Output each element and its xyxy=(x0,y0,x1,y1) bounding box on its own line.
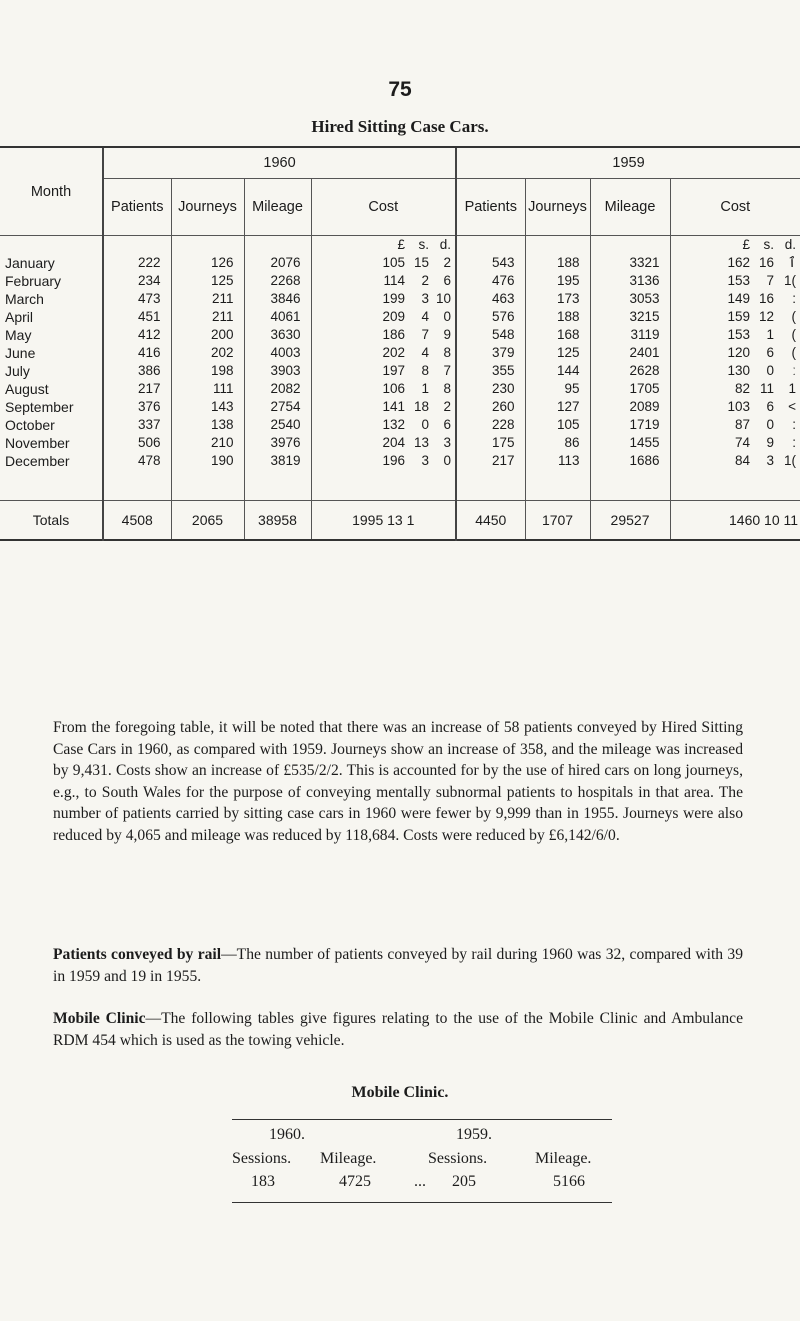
cost-1960-cell xyxy=(311,434,456,452)
cost-1960-cell xyxy=(311,362,456,380)
journeys-1959-cell: 86 xyxy=(525,434,590,452)
table-row xyxy=(0,326,800,344)
patients-1960-cell: 222 xyxy=(103,254,171,272)
journeys-1960-cell: 202 xyxy=(171,344,244,362)
cost-shillings: 1 xyxy=(421,381,430,396)
cost-pence: 6 xyxy=(443,417,452,432)
clinic-mileage-label-1959: Mileage. xyxy=(535,1150,592,1167)
journeys-1960-cell: 200 xyxy=(171,326,244,344)
cost-1960-cell xyxy=(311,308,456,326)
month-header: Month xyxy=(0,147,103,236)
patients-1959-cell: 463 xyxy=(456,290,525,308)
journeys-1959-cell: 125 xyxy=(525,344,590,362)
table-body xyxy=(0,236,800,471)
clinic-year-1960: 1960. xyxy=(269,1126,305,1143)
clinic-sessions-1959: 205 xyxy=(452,1173,476,1190)
journeys-1960-cell: 211 xyxy=(171,308,244,326)
cost-pounds: 202 xyxy=(382,345,406,360)
cost-pounds: 196 xyxy=(382,453,406,468)
cost-shillings: 7 xyxy=(421,327,430,342)
patients-1960-cell: 376 xyxy=(103,398,171,416)
month-cell: February xyxy=(5,273,62,289)
spacer-row xyxy=(0,470,800,500)
patients-1960-cell: 506 xyxy=(103,434,171,452)
cost-pence: 0 xyxy=(443,453,452,468)
month-cell: March xyxy=(5,291,44,307)
cost-shillings: 6 xyxy=(766,399,775,414)
cost-pence: ( xyxy=(791,309,797,324)
col-patients-1959: Patients xyxy=(456,179,525,236)
cost-1959-cell xyxy=(670,308,800,326)
journeys-1959-cell: 113 xyxy=(525,452,590,470)
cost-pence: 0 xyxy=(443,309,452,324)
patients-1959-cell: 476 xyxy=(456,272,525,290)
month-cell: November xyxy=(5,435,70,451)
cost-pence: 1( xyxy=(784,273,797,288)
totals-cost-1959: 1460 10 11 xyxy=(670,500,800,540)
cost-1959-cell xyxy=(670,272,800,290)
mobile-clinic-title: Mobile Clinic. xyxy=(351,1084,449,1101)
cost-pence: : xyxy=(792,417,797,432)
cost-1960-cell xyxy=(311,254,456,272)
cost-pence: ٱ xyxy=(788,255,797,270)
cost-pence: : xyxy=(792,435,797,450)
table-row xyxy=(0,416,800,434)
cost-units-1959: £ s. d. xyxy=(670,236,800,255)
mileage-1959-cell: 3053 xyxy=(590,290,670,308)
journeys-1960-cell: 210 xyxy=(171,434,244,452)
cost-1960-cell xyxy=(311,290,456,308)
cost-pounds: 209 xyxy=(382,309,406,324)
mileage-1959-cell: 3321 xyxy=(590,254,670,272)
cost-pence: 6 xyxy=(443,273,452,288)
mileage-1960-cell: 3846 xyxy=(244,290,311,308)
cost-1959-cell xyxy=(670,326,800,344)
totals-row xyxy=(0,500,800,540)
cost-pounds: 162 xyxy=(727,255,751,270)
mileage-1959-cell: 2628 xyxy=(590,362,670,380)
cost-shillings: 9 xyxy=(766,435,775,450)
cost-pounds: 84 xyxy=(735,453,751,468)
clinic-sessions-label-1959: Sessions. xyxy=(428,1150,488,1167)
cost-1959-cell xyxy=(670,416,800,434)
journeys-1959-cell: 105 xyxy=(525,416,590,434)
cost-shillings: 3 xyxy=(421,453,430,468)
cost-shillings: 0 xyxy=(421,417,430,432)
table-row xyxy=(0,362,800,380)
cost-pounds: 197 xyxy=(382,363,406,378)
cost-pence: 7 xyxy=(443,363,452,378)
cost-1960-cell xyxy=(311,398,456,416)
table-row xyxy=(0,434,800,452)
mileage-1959-cell: 3136 xyxy=(590,272,670,290)
mileage-1959-cell: 1719 xyxy=(590,416,670,434)
cost-shillings: 18 xyxy=(413,399,430,414)
cost-shillings: 1 xyxy=(766,327,775,342)
patients-1959-cell: 379 xyxy=(456,344,525,362)
cost-pounds: 130 xyxy=(727,363,751,378)
mileage-1959-cell: 2089 xyxy=(590,398,670,416)
mileage-1959-cell: 1455 xyxy=(590,434,670,452)
col-journeys-1960: Journeys xyxy=(171,179,244,236)
journeys-1960-cell: 198 xyxy=(171,362,244,380)
cost-shillings: 16 xyxy=(759,255,775,270)
cost-shillings: 6 xyxy=(766,345,775,360)
cost-shillings: 12 xyxy=(759,309,775,324)
mileage-1960-cell: 3976 xyxy=(244,434,311,452)
table-row xyxy=(0,308,800,326)
cost-pounds: 87 xyxy=(735,417,751,432)
month-cell: October xyxy=(5,417,55,433)
journeys-1960-cell: 190 xyxy=(171,452,244,470)
cost-shillings: 3 xyxy=(421,291,430,306)
patients-1960-cell: 386 xyxy=(103,362,171,380)
col-cost-1959: Cost xyxy=(670,179,800,236)
mobile-clinic-text: —The following tables give figures relating to the use of the Mobile Clinic and Ambulance RDM 454 which is used as the towing vehicle. xyxy=(53,1010,743,1049)
patients-1959-cell: 217 xyxy=(456,452,525,470)
cost-pounds: 132 xyxy=(382,417,406,432)
patients-1960-cell: 473 xyxy=(103,290,171,308)
totals-mileage-1959: 29527 xyxy=(590,500,670,540)
month-cell: January xyxy=(5,255,55,271)
cost-pounds: 103 xyxy=(727,399,751,414)
cost-pounds: 153 xyxy=(727,327,751,342)
mileage-1960-cell: 4003 xyxy=(244,344,311,362)
col-mileage-1959: Mileage xyxy=(590,179,670,236)
patients-1959-cell: 175 xyxy=(456,434,525,452)
cost-pence: 1 xyxy=(788,381,797,396)
cost-1959-cell xyxy=(670,290,800,308)
journeys-1960-cell: 138 xyxy=(171,416,244,434)
cost-pounds: 114 xyxy=(383,273,406,288)
patients-1959-cell: 548 xyxy=(456,326,525,344)
cost-pounds: 105 xyxy=(382,255,406,270)
cost-1960-cell xyxy=(311,416,456,434)
totals-mileage-1960: 38958 xyxy=(244,500,311,540)
month-cell: May xyxy=(5,327,32,343)
month-cell: August xyxy=(5,381,49,397)
cost-units-row xyxy=(0,236,800,255)
mileage-1959-cell: 1686 xyxy=(590,452,670,470)
patients-1960-cell: 234 xyxy=(103,272,171,290)
patients-1960-cell: 412 xyxy=(103,326,171,344)
cost-1959-cell xyxy=(670,380,800,398)
journeys-1959-cell: 188 xyxy=(525,308,590,326)
cost-pounds: 120 xyxy=(727,345,751,360)
cost-shillings: 13 xyxy=(413,435,430,450)
cost-pence: 8 xyxy=(443,381,452,396)
cost-shillings: 2 xyxy=(421,273,430,288)
mileage-1959-cell: 3215 xyxy=(590,308,670,326)
mileage-1960-cell: 3819 xyxy=(244,452,311,470)
journeys-1960-cell: 143 xyxy=(171,398,244,416)
journeys-1959-cell: 168 xyxy=(525,326,590,344)
cost-1960-cell xyxy=(311,380,456,398)
cost-pence: 10 xyxy=(435,291,452,306)
clinic-sessions-label-1960: Sessions. xyxy=(232,1150,292,1167)
cost-pounds: 199 xyxy=(382,291,406,306)
cost-1959-cell xyxy=(670,362,800,380)
year-1959-header: 1959 xyxy=(456,147,800,179)
hired-cars-table xyxy=(0,146,800,541)
mileage-1960-cell: 2076 xyxy=(244,254,311,272)
mobile-clinic-table xyxy=(232,1119,612,1203)
col-journeys-1959: Journeys xyxy=(525,179,590,236)
clinic-mileage-1959: 5166 xyxy=(553,1173,585,1190)
cost-pence: < xyxy=(788,399,797,414)
col-mileage-1960: Mileage xyxy=(244,179,311,236)
cost-1959-cell xyxy=(670,434,800,452)
cost-pence: 2 xyxy=(443,399,452,414)
cost-pence: ( xyxy=(791,345,797,360)
patients-1960-cell: 451 xyxy=(103,308,171,326)
patients-1959-cell: 355 xyxy=(456,362,525,380)
cost-1959-cell xyxy=(670,344,800,362)
cost-pence: ( xyxy=(791,327,797,342)
month-cell: June xyxy=(5,345,36,361)
mobile-clinic-heading: Mobile Clinic xyxy=(53,1010,146,1027)
cost-pounds: 149 xyxy=(727,291,751,306)
month-cell: December xyxy=(5,453,70,469)
table-row xyxy=(0,452,800,470)
journeys-1960-cell: 126 xyxy=(171,254,244,272)
totals-cost-1960: 1995 13 1 xyxy=(311,500,456,540)
patients-1960-cell: 416 xyxy=(103,344,171,362)
journeys-1960-cell: 125 xyxy=(171,272,244,290)
patients-1960-cell: 337 xyxy=(103,416,171,434)
clinic-year-1959: 1959. xyxy=(456,1126,492,1143)
journeys-1959-cell: 195 xyxy=(525,272,590,290)
cost-shillings: 16 xyxy=(759,291,775,306)
mileage-1960-cell: 4061 xyxy=(244,308,311,326)
cost-1960-cell xyxy=(311,272,456,290)
table-row xyxy=(0,254,800,272)
cost-shillings: 8 xyxy=(421,363,430,378)
mileage-1959-cell: 1705 xyxy=(590,380,670,398)
journeys-1959-cell: 95 xyxy=(525,380,590,398)
mileage-1960-cell: 2754 xyxy=(244,398,311,416)
patients-1959-cell: 260 xyxy=(456,398,525,416)
cost-pence: 2 xyxy=(443,255,452,270)
clinic-dots: ... xyxy=(414,1173,426,1190)
cost-1960-cell xyxy=(311,326,456,344)
cost-1959-cell xyxy=(670,398,800,416)
cost-pence: : xyxy=(792,291,797,306)
journeys-1960-cell: 111 xyxy=(171,380,244,398)
patients-1960-cell: 478 xyxy=(103,452,171,470)
cost-pence: 8 xyxy=(443,345,452,360)
journeys-1959-cell: 188 xyxy=(525,254,590,272)
table-row xyxy=(0,290,800,308)
mileage-1960-cell: 2540 xyxy=(244,416,311,434)
year-1960-header: 1960 xyxy=(103,147,456,179)
patients-1959-cell: 230 xyxy=(456,380,525,398)
rail-heading: Patients conveyed by rail xyxy=(53,946,222,963)
mileage-1960-cell: 3903 xyxy=(244,362,311,380)
cost-pence: ː xyxy=(792,363,797,378)
patients-1959-cell: 543 xyxy=(456,254,525,272)
cost-pounds: 141 xyxy=(382,399,406,414)
journeys-1959-cell: 173 xyxy=(525,290,590,308)
clinic-mileage-label-1960: Mileage. xyxy=(320,1150,377,1167)
journeys-1959-cell: 144 xyxy=(525,362,590,380)
cost-pounds: 186 xyxy=(382,327,406,342)
cost-pounds: 153 xyxy=(727,273,751,288)
cost-shillings: 15 xyxy=(413,255,430,270)
cost-1959-cell xyxy=(670,452,800,470)
paragraph-increase: From the foregoing table, it will be noted that there was an increase of 58 patients conveyed by Hired Sitting Case Cars in 1960, as compared with 1959. Journeys show an increase of 358, and the mileage was increased by 9,431. Costs show an increase of £535/2/2. This is accounted for by the use of hired cars on long journeys, e.g., to South Wales for the purpose of conveying mentally subnormal patients to hospitals in that area. The number of patients carried by sitting case cars in 1960 were fewer by 9,999 than in 1955. Journeys were also reduced by 4,065 and mileage was reduced by 118,684. Costs were reduced by £6,142/6/0. xyxy=(53,719,743,844)
cost-1960-cell xyxy=(311,452,456,470)
cost-shillings: 4 xyxy=(421,345,430,360)
totals-label: Totals xyxy=(0,500,103,540)
table-row xyxy=(0,398,800,416)
cost-units-1960: £ s. d. xyxy=(311,236,456,255)
cost-pounds: 74 xyxy=(735,435,751,450)
cost-pence: 3 xyxy=(443,435,452,450)
col-patients-1960: Patients xyxy=(103,179,171,236)
clinic-mileage-1960: 4725 xyxy=(339,1173,371,1190)
cost-pence: 1( xyxy=(784,453,797,468)
journeys-1959-cell: 127 xyxy=(525,398,590,416)
cost-shillings: 0 xyxy=(766,363,775,378)
totals-journeys-1960: 2065 xyxy=(171,500,244,540)
cost-shillings: 4 xyxy=(421,309,430,324)
clinic-sessions-1960: 183 xyxy=(251,1173,275,1190)
paragraph-rail xyxy=(53,944,743,987)
cost-pounds: 159 xyxy=(727,309,751,324)
mileage-1960-cell: 2082 xyxy=(244,380,311,398)
patients-1959-cell: 228 xyxy=(456,416,525,434)
rail-text: —The number of patients conveyed by rail during 1960 was 32, compared with 39 in 1959 and 19 in 1955. xyxy=(53,946,744,985)
mileage-1959-cell: 2401 xyxy=(590,344,670,362)
table-row xyxy=(0,344,800,362)
cost-shillings: 3 xyxy=(766,453,775,468)
cost-shillings: 11 xyxy=(760,381,775,396)
patients-1960-cell: 217 xyxy=(103,380,171,398)
cost-shillings: 0 xyxy=(766,417,775,432)
totals-patients-1960: 4508 xyxy=(103,500,171,540)
month-cell: September xyxy=(5,399,74,415)
paragraph-mobile-clinic xyxy=(53,1008,743,1051)
page-number: 75 xyxy=(388,78,412,101)
table-row xyxy=(0,380,800,398)
cost-pounds: 204 xyxy=(382,435,406,450)
mileage-1960-cell: 3630 xyxy=(244,326,311,344)
patients-1959-cell: 576 xyxy=(456,308,525,326)
cost-shillings: 7 xyxy=(766,273,775,288)
cost-1960-cell xyxy=(311,344,456,362)
cost-pounds: 82 xyxy=(735,381,751,396)
col-cost-1960: Cost xyxy=(311,179,456,236)
cost-pence: 9 xyxy=(443,327,452,342)
totals-journeys-1959: 1707 xyxy=(525,500,590,540)
table-row xyxy=(0,272,800,290)
mileage-1960-cell: 2268 xyxy=(244,272,311,290)
cost-pounds: 106 xyxy=(382,381,406,396)
journeys-1960-cell: 211 xyxy=(171,290,244,308)
month-cell: April xyxy=(5,309,34,325)
totals-patients-1959: 4450 xyxy=(456,500,525,540)
month-cell: July xyxy=(5,363,30,379)
mileage-1959-cell: 3119 xyxy=(590,326,670,344)
cost-1959-cell xyxy=(670,254,800,272)
table-title: Hired Sitting Case Cars. xyxy=(311,117,489,136)
